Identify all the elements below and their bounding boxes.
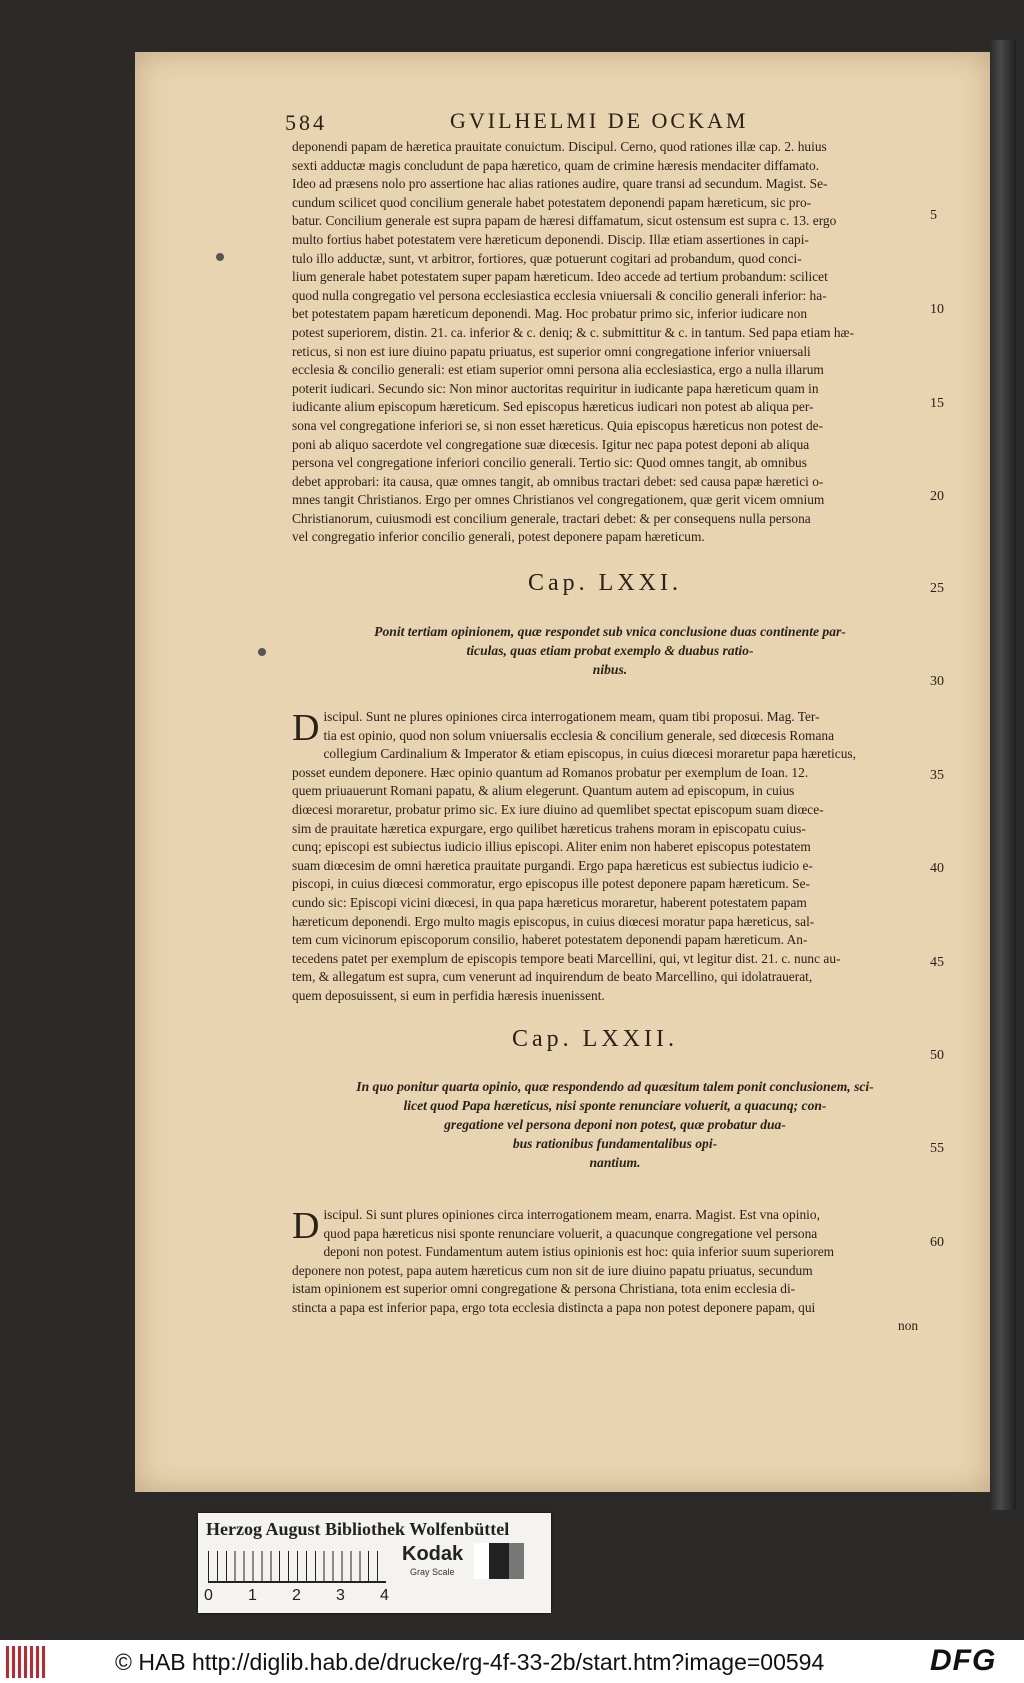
text-line: poterit iudicari. Secundo sic: Non minor auctoritas requiritur in iudicante papa hæreticum quam in — [292, 380, 819, 396]
library-name: Herzog August Bibliothek Wolfenbüttel — [206, 1519, 510, 1539]
drop-cap: D — [292, 707, 320, 749]
text-line: piscopi, in cuius diœcesi commoratur, ergo episcopus ille potest deponere papam hæreticum. Se- — [292, 876, 810, 892]
page-edge — [990, 40, 1016, 1510]
text-line: Christianorum, cuiusmodi est concilium generale, tractari debet: & per consequens nulla persona — [292, 510, 811, 526]
line-number: 15 — [930, 396, 944, 411]
binding-hole — [258, 648, 266, 656]
line-number: 20 — [930, 489, 944, 504]
line-number: 10 — [930, 302, 944, 317]
text-block-chapter-72 — [292, 1206, 932, 1318]
running-title: GVILHELMI DE OCKAM — [450, 108, 749, 133]
text-line: suam diœcesim de omni hæretica prauitate purgandi. Ergo papa hæreticus est subiectus iudicio e- — [292, 857, 813, 873]
chapter-title-72: Cap. LXXII. — [512, 1026, 678, 1052]
drop-cap: D — [292, 1205, 320, 1247]
summary-line: bus rationibus fundamentalibus opi- — [512, 1136, 718, 1151]
text-line: Ideo ad præsens nolo pro assertione hac alias rationes audire, quare transi ad secundum. Magist. Se- — [292, 176, 828, 192]
summary-line: Ponit tertiam opinionem, quæ respondet sub vnica conclusione duas continente par- — [374, 624, 846, 639]
text-line: sexti adductæ magis concludunt de papa hæretico, quam de crimine hæresis mendaciter diffamato. — [292, 157, 820, 173]
text-line: batur. Concilium generale est supra papam de hæresi diffamatum, sicut ostensum est supra c. 13. ergo — [292, 213, 837, 229]
text-line: cundum scilicet quod concilium generale habet potestatem deponendi papam hæreticum, sic pro- — [292, 194, 812, 210]
text-line: lium generale habet potestatem super papam hæreticum. Ideo accede ad tertium probandum: scilicet — [292, 269, 828, 285]
text-line: debet approbari: ita causa, quæ omnes tangit, ab omnibus tractari debet: sed causa papæ hæretici o- — [292, 473, 824, 489]
text-line: poni ab aliquo sacerdote vel congregatione suæ diœcesis. Igitur nec papa potest deponi ab aliqua — [292, 436, 810, 452]
text-line: hæreticum deponendi. Ergo multo magis episcopus, in cuius diœcesi moratur papa hæreticus, sal- — [292, 913, 815, 929]
text-line: stincta a papa est inferior papa, ergo tota ecclesia distincta a papa non potest deponere papam, qui — [292, 1299, 816, 1315]
text-line: tem, & allegatum est supra, cum venerunt ad inquirendum de beato Marcellino, qui idolatrauerat, — [292, 969, 813, 985]
line-number: 30 — [930, 674, 944, 689]
text-line: quod nulla congregatio vel persona ecclesiastica ecclesia vniuersali & concilio generali inferior: ha- — [292, 287, 827, 303]
binding-hole — [216, 253, 224, 261]
footer-url[interactable]: © HAB http://diglib.hab.de/drucke/rg-4f-33-2b/start.htm?image=00594 — [115, 1649, 825, 1675]
text-line: collegium Cardinalium & Imperator & etiam episcopus, in cuius diœcesi moraretur papa hæreticus, — [323, 746, 856, 762]
text-line: quod papa hæreticus nisi sponte renunciare voluerit, a quacunque congregatione vel persona — [323, 1225, 818, 1241]
running-header — [285, 108, 985, 134]
text-line: diœcesi moraretur, probatur primo sic. Ex iure diuino ad quemlibet spectat episcopum suam diœce- — [292, 801, 824, 817]
text-line: deponi non potest. Fundamentum autem istius opinionis est hoc: quia inferior suum superiorem — [323, 1244, 835, 1260]
line-number: 60 — [930, 1235, 944, 1250]
text-line: mnes tangit Christianos. Ergo per omnes Christianos vel congregationem, quæ gerit vicem omnium — [292, 492, 825, 508]
library-label — [198, 1513, 551, 1613]
text-line: quem deposuissent, si eum in perfidia hæresis inuenissent. — [292, 987, 605, 1003]
page-number: 584 — [285, 110, 327, 135]
line-number: 50 — [930, 1048, 944, 1063]
text-line: persona vel congregatione inferiori concilio generali. Tertio sic: Quod omnes tangit, ab omnibus — [292, 455, 807, 471]
text-line: tem cum vicinorum episcoporum consilio, haberet potestatem deponendi papam hæreticum. An- — [292, 932, 808, 948]
catchword: non — [898, 1318, 919, 1333]
gray-scale-label: Gray Scale — [410, 1567, 455, 1577]
kodak-logo: Kodak — [402, 1543, 464, 1565]
line-number: 25 — [930, 581, 944, 596]
text-line: tia est opinio, quod non solum vniuersalis ecclesia & concilium generale, sed diœcesis Romana — [323, 727, 835, 743]
chapter-summary-72 — [300, 1077, 930, 1172]
barcode-icon — [6, 1646, 48, 1678]
gray-scale-swatch — [474, 1543, 524, 1579]
text-line: potest superiorem, distin. 21. ca. inferior & c. deniq; & c. submittitur & c. in tantum. Sed papa etiam hæ- — [292, 324, 854, 340]
line-number: 55 — [930, 1141, 944, 1156]
text-line: iscipul. Si sunt plures opiniones circa interrogationem meam, enarra. Magist. Est vna opinio, — [323, 1207, 820, 1222]
text-line: tecedens patet per exemplum de episcopis tempore beati Marcellini, qui, vt legitur dist. 21. c. nunc au- — [292, 950, 841, 966]
summary-line: nantium. — [589, 1155, 641, 1170]
summary-line: ticulas, quas etiam probat exemplo & duabus ratio- — [466, 643, 754, 658]
text-block-1 — [292, 138, 932, 547]
text-block-chapter-71 — [292, 708, 932, 1006]
line-number: 35 — [930, 768, 944, 783]
text-line: cunq; episcopi est subiectus iudicio illius episcopi. Aliter enim non haberet episcopus potestatem — [292, 839, 811, 855]
chapter-summary-71 — [300, 622, 920, 679]
text-line: sona vel congregatione inferiori se, si non esset hæreticus. Quia episcopus hæreticus non potest de- — [292, 417, 824, 433]
footer-bar — [0, 1640, 1024, 1683]
scale-number: 3 — [336, 1587, 345, 1604]
text-line: ecclesia & concilio generali: est etiam superior omni persona alia ecclesiastica, ergo a nulla illarum — [292, 362, 824, 378]
text-line: deponendi papam de hæretica prauitate conuictum. Discipul. Cerno, quod rationes illæ cap. 2. huius — [292, 139, 827, 154]
text-line: iscipul. Sunt ne plures opiniones circa interrogationem meam, quam tibi proposui. Mag. Ter- — [323, 709, 820, 724]
scale-number: 2 — [292, 1587, 301, 1604]
scale-ruler — [208, 1551, 386, 1583]
text-line: iudicante alium episcopum hæreticum. Sed episcopus hæreticus iudicari non potest ab aliqua per- — [292, 399, 814, 415]
summary-line: licet quod Papa hæreticus, nisi sponte renunciare voluerit, a quacunq; con- — [403, 1098, 827, 1113]
text-line: sim de prauitate hæretica expurgare, ergo quilibet hæreticus trahens moram in episcopatu cuius- — [292, 820, 806, 836]
text-line: vel congregatio inferior concilio generali, potest deponere papam hæreticum. — [292, 529, 705, 545]
scale-number: 4 — [380, 1587, 389, 1604]
text-line: posset eundem deponere. Hæc opinio quantum ad Romanos probatur per exemplum de Ioan. 12. — [292, 764, 809, 780]
text-line: istam opinionem est superior omni congregatione & persona Christiana, tota enim ecclesia di- — [292, 1281, 796, 1297]
line-number: 40 — [930, 861, 944, 876]
chapter-title-71: Cap. LXXI. — [528, 570, 682, 596]
summary-line: gregatione vel persona deponi non potest, quæ probatur dua- — [444, 1117, 786, 1132]
summary-line: nibus. — [592, 662, 628, 677]
scale-number: 0 — [204, 1587, 213, 1604]
line-number: 5 — [930, 208, 937, 223]
text-line: tulo illo adductæ, sunt, vt arbitror, fortiores, quæ potuerunt cogitari ad probandum, quod conci- — [292, 250, 802, 266]
text-line: bet potestatem papam hæreticum deponendi. Mag. Hoc probatur primo sic, inferior iudicare non — [292, 306, 808, 322]
text-line: reticus, si non est iure diuino papatu priuatus, est superior omni congregatione inferior vniuersali — [292, 343, 811, 359]
dfg-logo: DFG — [930, 1644, 997, 1677]
line-number: 45 — [930, 955, 944, 970]
text-line: cundo sic: Episcopi vicini diœcesi, in qua papa hæreticus moraretur, haberent potestatem papam — [292, 894, 807, 910]
scale-number: 1 — [248, 1587, 257, 1604]
text-line: multo fortius habet potestatem vere hæreticum deponendi. Discip. Illæ etiam assertiones in capi- — [292, 231, 809, 247]
text-line: quem priuauerunt Romani papatu, & alium elegerunt. Quantum autem ad episcopum, in cuius — [292, 783, 795, 799]
summary-line: In quo ponitur quarta opinio, quæ respondendo ad quæsitum talem ponit conclusionem, sci- — [356, 1079, 874, 1094]
text-line: deponere non potest, papa autem hæreticus cum non sit de iure diuino papatu priuatus, secundum — [292, 1262, 813, 1278]
